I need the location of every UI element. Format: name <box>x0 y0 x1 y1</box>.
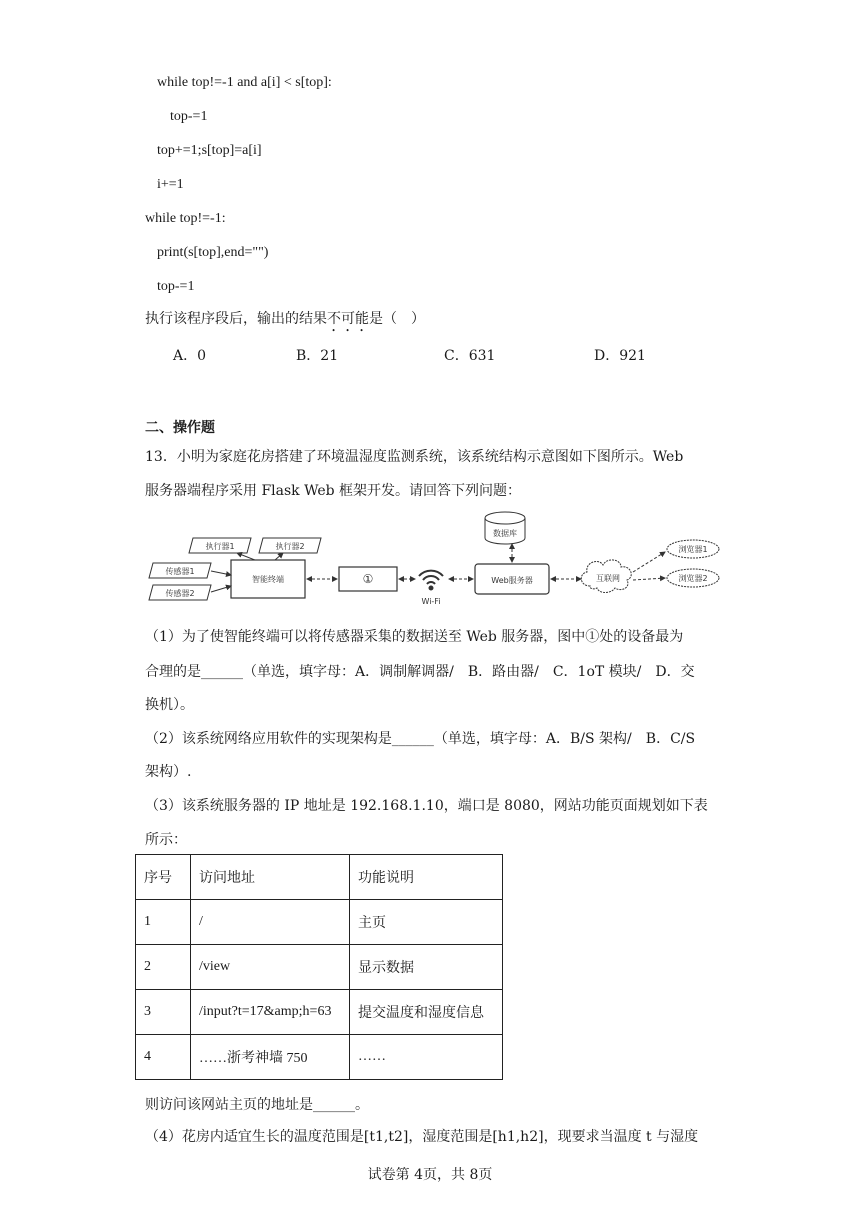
internet-browser-1-link <box>633 552 665 572</box>
part-2-line-1: （2）该系统网络应用软件的实现架构是______（单选，填字母：A．B/S 架构/ B．C/S <box>145 731 696 747</box>
sensor-2-label: 传感器2 <box>165 589 195 598</box>
option-a: A．0 <box>173 348 207 364</box>
part-4-line-1: （4）花房内适宜生长的温度范围是[t1,t2]，湿度范围是[h1,h2]，现要求当温度 t 与湿度 <box>145 1129 699 1145</box>
part-3-line-1: （3）该系统服务器的 IP 地址是 192.168.1.10，端口是 8080，网站功能页面规划如下表 <box>145 798 708 814</box>
actuator-2-label: 执行器2 <box>275 542 305 551</box>
table-cell: 提交温度和湿度信息 <box>350 990 503 1035</box>
sensor-2-arrow <box>211 586 231 592</box>
code-line-2: top-=1 <box>170 109 208 124</box>
header-cell: 访问地址 <box>191 855 350 900</box>
page-footer: 试卷第 4页，共 8页 <box>367 1167 493 1183</box>
database-icon <box>485 512 525 544</box>
question-13-intro-1: 13．小明为家庭花房搭建了环境温湿度监测系统，该系统结构示意图如下图所示。Web <box>145 449 684 465</box>
code-line-4: i+=1 <box>157 177 184 192</box>
actuator-1-label: 执行器1 <box>205 542 235 551</box>
code-line-5: while top!=-1: <box>145 211 226 226</box>
actuator-1-box <box>189 538 251 553</box>
terminal-label: 智能终端 <box>252 575 284 584</box>
table-cell: 3 <box>136 990 191 1035</box>
part-1-line-1: （1）为了使智能终端可以将传感器采集的数据送至 Web 服务器，图中①处的设备最为 <box>145 629 684 645</box>
option-d: D．921 <box>594 348 646 364</box>
wifi-label: Wi-Fi <box>421 597 441 606</box>
browser-2-box <box>667 569 719 587</box>
function-table <box>135 854 503 1080</box>
prompt-tail: 是（ ） <box>369 311 425 327</box>
table-cell: 主页 <box>350 900 503 945</box>
table-row <box>136 1035 503 1080</box>
header-cell: 序号 <box>136 855 191 900</box>
prompt-text: 执行该程序段后，输出的结果 <box>145 311 327 327</box>
table-cell: 2 <box>136 945 191 990</box>
question-12-prompt <box>145 308 425 335</box>
table-row <box>136 900 503 945</box>
header-cell: 功能说明 <box>350 855 503 900</box>
device-1-box <box>339 567 397 591</box>
sensor-2-box <box>149 585 211 600</box>
part-2-line-2: 架构）. <box>145 764 192 780</box>
code-line-1: while top!=-1 and a[i] < s[top]: <box>157 75 332 90</box>
part-1-line-3: 换机）。 <box>145 697 194 713</box>
sensor-1-arrow <box>211 571 231 575</box>
table-cell: ……浙考神墙 750 <box>191 1035 350 1080</box>
table-cell: / <box>191 900 350 945</box>
code-line-6: print(s[top],end="") <box>157 245 269 260</box>
internet-label: 互联网 <box>596 574 620 583</box>
browser-1-box <box>667 540 719 558</box>
code-line-3: top+=1;s[top]=a[i] <box>157 143 262 158</box>
actuator-2-box <box>259 538 321 553</box>
table-cell: /input?t=17&amp;h=63 <box>191 990 350 1035</box>
part-3-tail: 则访问该网站主页的地址是______。 <box>145 1097 369 1113</box>
option-b: B．21 <box>296 348 339 364</box>
table-header-row <box>136 855 503 900</box>
web-server-box <box>475 564 549 594</box>
device-1-label: ① <box>362 572 374 586</box>
question-13-intro-2: 服务器端程序采用 Flask Web 框架开发。请回答下列问题： <box>145 483 522 499</box>
table-cell: 显示数据 <box>350 945 503 990</box>
table-cell: /view <box>191 945 350 990</box>
internet-cloud-icon <box>581 560 631 593</box>
table-row <box>136 990 503 1035</box>
wifi-icon <box>419 571 443 590</box>
sensor-1-box <box>149 563 211 578</box>
prompt-emphasis: 不可能 <box>327 311 369 327</box>
option-c: C．631 <box>444 348 496 364</box>
table-row <box>136 945 503 990</box>
actuator-1-arrow <box>237 553 255 560</box>
terminal-box <box>231 560 305 598</box>
section-title: 二、操作题 <box>145 420 215 436</box>
code-line-7: top-=1 <box>157 279 195 294</box>
system-diagram <box>145 508 725 608</box>
database-label: 数据库 <box>493 529 517 538</box>
part-1-line-2: 合理的是______（单选，填字母：A．调制解调器/ B．路由器/ C．1oT 模块/ D．交 <box>145 664 695 680</box>
actuator-2-arrow <box>275 553 283 560</box>
table-cell: …… <box>350 1035 503 1080</box>
table-cell: 1 <box>136 900 191 945</box>
browser-2-label: 浏览器2 <box>678 574 708 583</box>
web-server-label: Web服务器 <box>491 576 533 585</box>
part-3-line-2: 所示： <box>145 832 187 848</box>
internet-browser-2-link <box>633 578 665 580</box>
sensor-1-label: 传感器1 <box>165 567 195 576</box>
table-cell: 4 <box>136 1035 191 1080</box>
browser-1-label: 浏览器1 <box>678 545 708 554</box>
